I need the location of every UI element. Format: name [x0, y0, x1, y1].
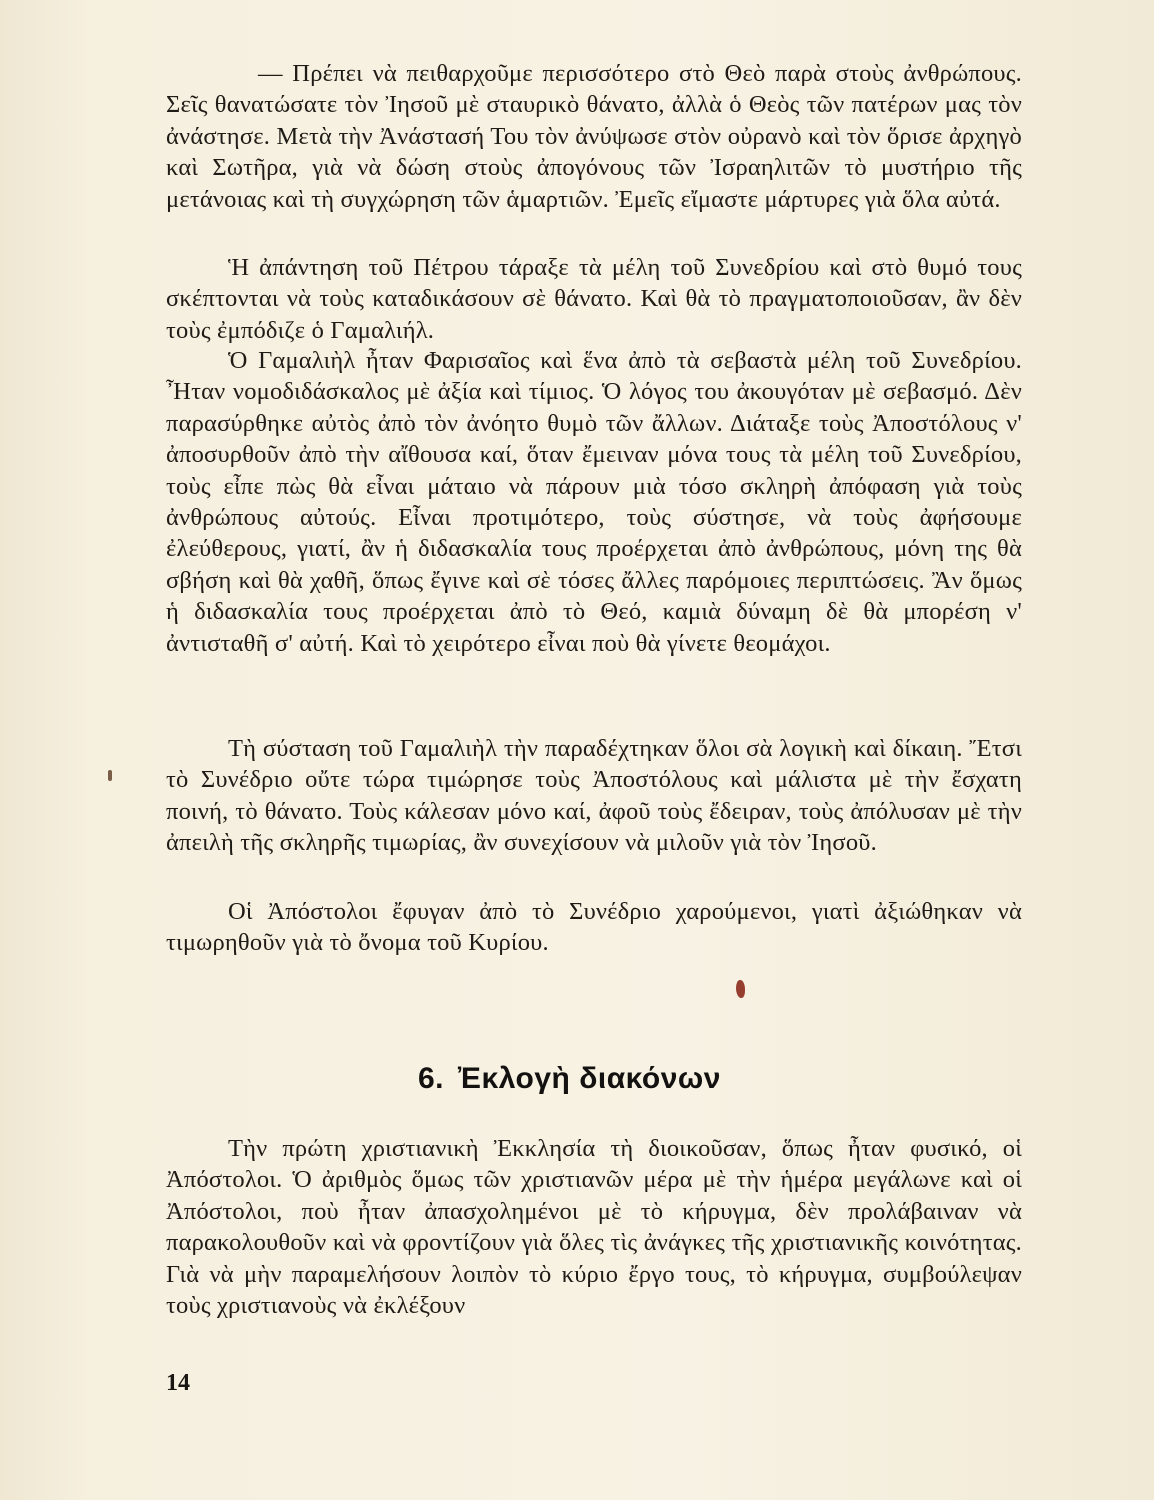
red-ink-spot — [736, 980, 745, 998]
paragraph-text: Ὁ Γαμαλιὴλ ἦταν Φαρισαῖος καὶ ἕνα ἀπὸ τὰ σεβαστὰ μέλη τοῦ Συνεδρίου. Ἦταν νομοδιδάσκαλος μὲ ἀξία καὶ τίμιος. Ὁ λόγος του ἀκουγόταν μὲ σεβασμό. Δὲν παρασύρθηκε αὐτὸς ἀπὸ τὸν ἀνόητο θυμὸ τῶν ἄλλων. Διάταξε τοὺς Ἀποστόλους ν' ἀποσυρθοῦν ἀπὸ τὴν αἴθουσα καί, ὅταν ἔμειναν μόνα τους τὰ μέλη τοῦ Συνεδρίου, τοὺς εἶπε πὼς θὰ εἶναι μάταιο νὰ πάρουν μιὰ τόσο σκληρὴ ἀπόφαση γιὰ τοὺς ἀνθρώπους αὐτούς. Εἶναι προτιμότερο, τοὺς σύστησε, νὰ τοὺς ἀφήσουμε ἐλεύθερους, γιατί, ἂν ἡ διδασκαλία τους προέρχεται ἀπὸ ἀνθρώπους, μόνη της θὰ σβήση καὶ θὰ χαθῆ, ὅπως ἔγινε καὶ σὲ τόσες ἄλλες παρόμοιες περιπτώσεις. Ἂν ὅμως ἡ διδασκαλία τους προέρχεται ἀπὸ τὸ Θεό, καμιὰ δύναμη δὲ θὰ μπορέση ν' ἀντισταθῆ σ' αὐτή. Καὶ τὸ χειρότερο εἶναι ποὺ θὰ γίνετε θεομάχοι. — [166, 347, 1022, 657]
paragraph-deacons-intro — [166, 1133, 1022, 1321]
paragraph-peter-answer — [166, 252, 1022, 346]
section-title: Ἐκλογὴ διακόνων — [458, 1062, 721, 1095]
paragraph-peter-speech — [166, 58, 1022, 215]
paragraph-text: Οἱ Ἀπόστολοι ἔφυγαν ἀπὸ τὸ Συνέδριο χαρούμενοι, γιατὶ ἀξιώθηκαν νὰ τιμωρηθοῦν γιὰ τὸ ὄνομα τοῦ Κυρίου. — [166, 898, 1022, 957]
paragraph-text: Τὴν πρώτη χριστιανικὴ Ἐκκλησία τὴ διοικοῦσαν, ὅπως ἦταν φυσικό, οἱ Ἀπόστολοι. Ὁ ἀριθμὸς ὅμως τῶν χριστιανῶν μέρα μὲ τὴν ἡμέρα μεγάλωνε καὶ οἱ Ἀπόστολοι, ποὺ ἦταν ἀπασχολημένοι μὲ τὸ κήρυγμα, δὲν προλάβαιναν νὰ παρακολουθοῦν καὶ νὰ φροντίζουν γιὰ ὅλες τὶς ἀνάγκες τῆς χριστιανικῆς κοινότητας. Γιὰ νὰ μὴν παραμελήσουν λοιπὸν τὸ κύριο ἔργο τους, τὸ κήρυγμα, συμβούλεψαν τοὺς χριστιανοὺς νὰ ἐκλέξουν — [166, 1135, 1022, 1320]
section-heading — [418, 1062, 721, 1096]
paragraph-text: Ἡ ἀπάντηση τοῦ Πέτρου τάραξε τὰ μέλη τοῦ Συνεδρίου καὶ στὸ θυμό τους σκέπτονται νὰ τοὺς καταδικάσουν σὲ θάνατο. Καὶ θὰ τὸ πραγματοποιοῦσαν, ἂν δὲν τοὺς ἐμπόδιζε ὁ Γαμαλιήλ. — [166, 254, 1022, 344]
paragraph-apostles-leave — [166, 896, 1022, 959]
paragraph-gamaliel — [166, 345, 1022, 659]
paragraph-text: — Πρέπει νὰ πειθαρχοῦμε περισσότερο στὸ Θεὸ παρὰ στοὺς ἀνθρώπους. Σεῖς θανατώσατε τὸν Ἰησοῦ μὲ σταυρικὸ θάνατο, ἀλλὰ ὁ Θεὸς τῶν πατέρων μας τὸν ἀνάστησε. Μετὰ τὴν Ἀνάστασή Του τὸν ἀνύψωσε στὸν οὐρανὸ καὶ τὸν ὅρισε ἀρχηγὸ καὶ Σωτῆρα, γιὰ νὰ δώση στοὺς ἀπογόνους τῶν Ἰσραηλιτῶν τὸ μυστήριο τῆς μετάνοιας καὶ τὴ συγχώρηση τῶν ἁμαρτιῶν. Ἐμεῖς εἴμαστε μάρτυρες γιὰ ὅλα αὐτά. — [166, 60, 1022, 213]
paragraph-council-decision — [166, 733, 1022, 859]
page-number: 14 — [166, 1370, 190, 1396]
margin-ink-mark — [108, 770, 112, 781]
section-number: 6. — [418, 1062, 445, 1095]
paragraph-text: Τὴ σύσταση τοῦ Γαμαλιὴλ τὴν παραδέχτηκαν ὅλοι σὰ λογικὴ καὶ δίκαιη. Ἔτσι τὸ Συνέδριο οὔτε τώρα τιμώρησε τοὺς Ἀποστόλους καὶ μάλιστα μὲ τὴν ἔσχατη ποινή, τὸ θάνατο. Τοὺς κάλεσαν μόνο καί, ἀφοῦ τοὺς ἔδειραν, τοὺς ἀπόλυσαν μὲ τὴν ἀπειλὴ τῆς σκληρῆς τιμωρίας, ἂν συνεχίσουν νὰ μιλοῦν γιὰ τὸν Ἰησοῦ. — [166, 735, 1022, 857]
